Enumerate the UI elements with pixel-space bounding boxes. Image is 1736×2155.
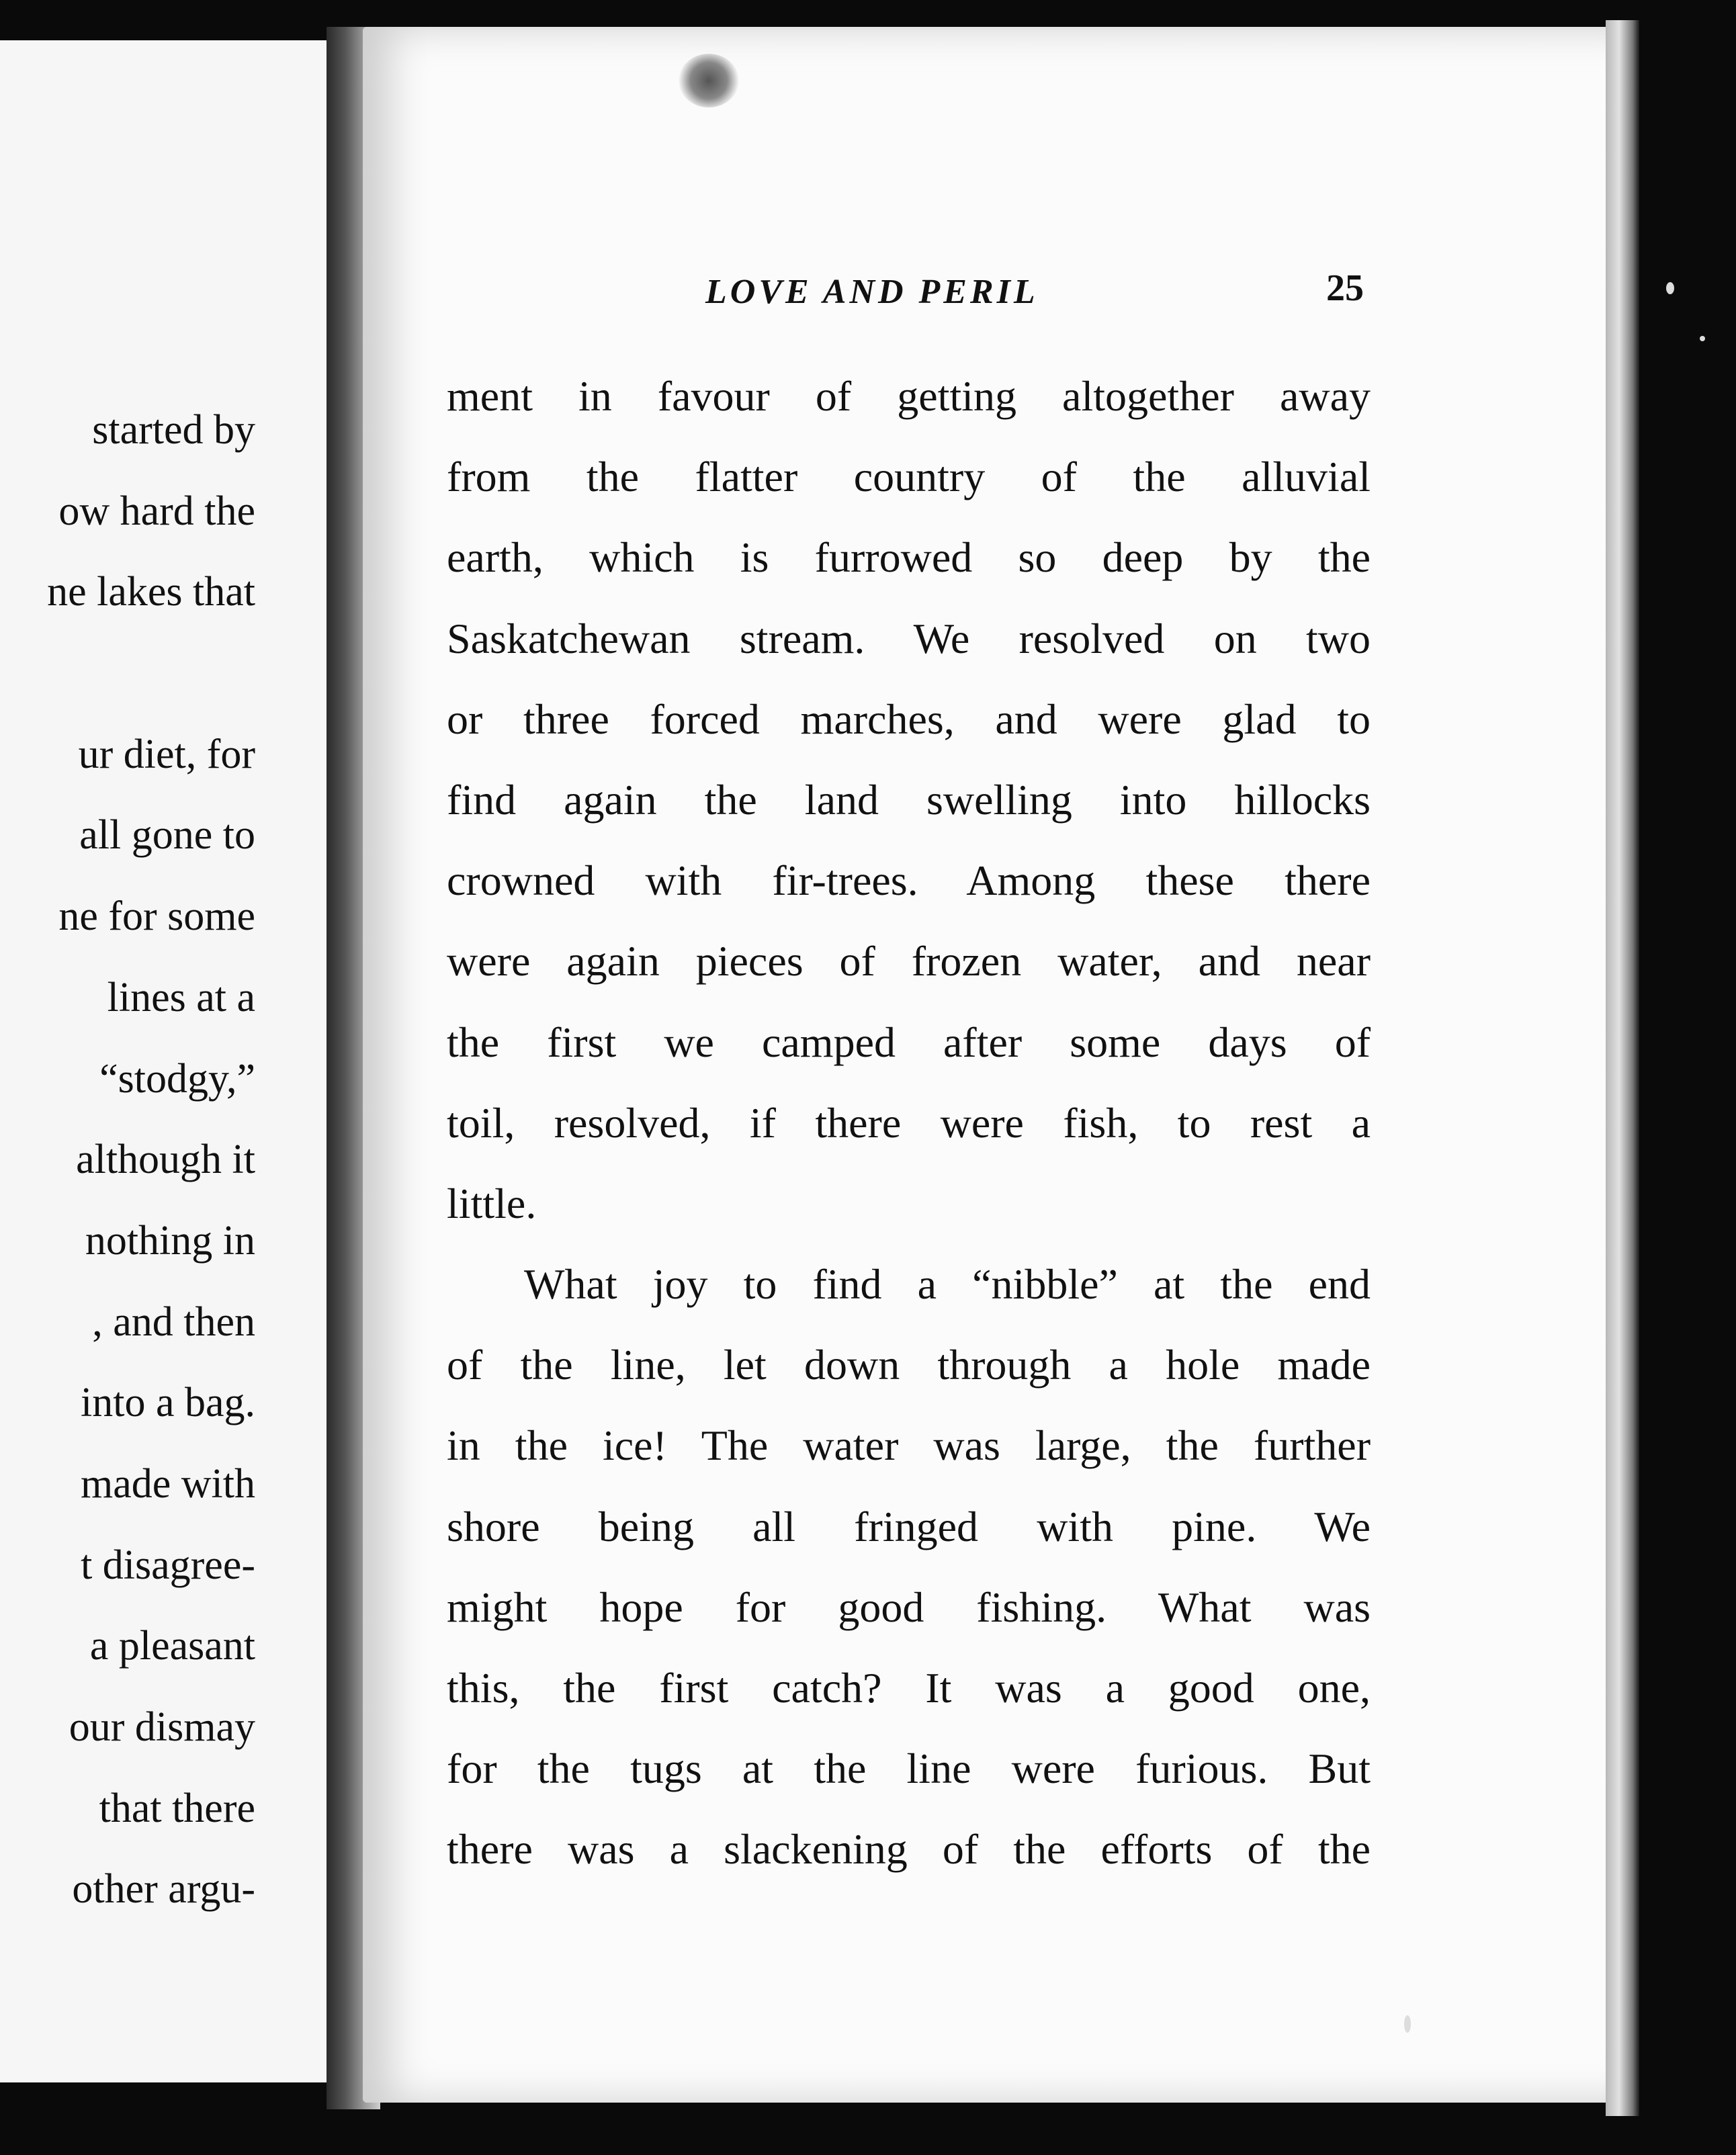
- body-text: [447, 356, 1371, 1890]
- page-edge: [1606, 20, 1639, 2116]
- dust-speck: [1666, 282, 1674, 294]
- text-line: for the tugs at the line were furious. But: [447, 1745, 1371, 1793]
- dust-speck: [1404, 2015, 1411, 2033]
- text-line: this, the first catch? It was a good one,: [447, 1664, 1371, 1712]
- text-line: or three forced marches, and were glad to: [447, 695, 1371, 743]
- text-line: were again pieces of frozen water, and near: [447, 937, 1371, 985]
- left-line: ur diet, for: [78, 731, 255, 777]
- text-line: crowned with fir-trees. Among these there: [447, 856, 1371, 905]
- text-line: What joy to find a “nibble” at the end: [524, 1260, 1371, 1309]
- dust-speck: [1700, 336, 1705, 341]
- text-line: earth, which is furrowed so deep by the: [447, 533, 1371, 582]
- page-header: [705, 267, 1364, 326]
- left-page: [0, 40, 329, 2082]
- left-line: a pleasant: [89, 1623, 255, 1669]
- text-line: of the line, let down through a hole made: [447, 1341, 1371, 1389]
- text-line: ment in favour of getting altogether away: [447, 372, 1371, 420]
- left-line: ne lakes that: [47, 569, 255, 615]
- left-line: , and then: [92, 1299, 255, 1345]
- left-line: other argu-: [72, 1866, 255, 1912]
- paragraph: [447, 356, 1371, 1244]
- text-line: Saskatchewan stream. We resolved on two: [447, 614, 1371, 662]
- text-line: little.: [447, 1179, 537, 1227]
- paragraph: [447, 1244, 1371, 1890]
- left-line: lines at a: [107, 974, 255, 1020]
- left-line: “stodgy,”: [99, 1055, 255, 1102]
- text-line: there was a slackening of the efforts of the: [447, 1825, 1371, 1874]
- page-number: 25: [1326, 267, 1364, 309]
- left-line: nothing in: [85, 1217, 255, 1264]
- left-line: started by: [92, 407, 255, 453]
- text-line: find again the land swelling into hillocks: [447, 775, 1371, 824]
- text-line: might hope for good fishing. What was: [447, 1583, 1371, 1631]
- text-line: shore being all fringed with pine. We: [447, 1502, 1371, 1550]
- left-line: our dismay: [69, 1704, 255, 1750]
- ink-blot: [679, 54, 739, 107]
- text-line: the first we camped after some days of: [447, 1018, 1371, 1066]
- text-line: in the ice! The water was large, the further: [447, 1421, 1371, 1470]
- left-line: made with: [81, 1460, 255, 1507]
- left-line: ow hard the: [58, 488, 255, 534]
- left-line-blank: [0, 633, 255, 714]
- left-line: t disagree-: [81, 1542, 255, 1588]
- left-line: ne for some: [58, 893, 255, 940]
- left-line: all gone to: [79, 812, 255, 859]
- running-head: LOVE AND PERIL: [705, 273, 1039, 311]
- left-page-text: [0, 390, 255, 1930]
- left-line: although it: [76, 1137, 255, 1183]
- left-line: that there: [99, 1785, 255, 1831]
- text-line: toil, resolved, if there were fish, to rest a: [447, 1098, 1371, 1147]
- text-line: from the flatter country of the alluvial: [447, 453, 1371, 501]
- left-line: into a bag.: [81, 1380, 255, 1426]
